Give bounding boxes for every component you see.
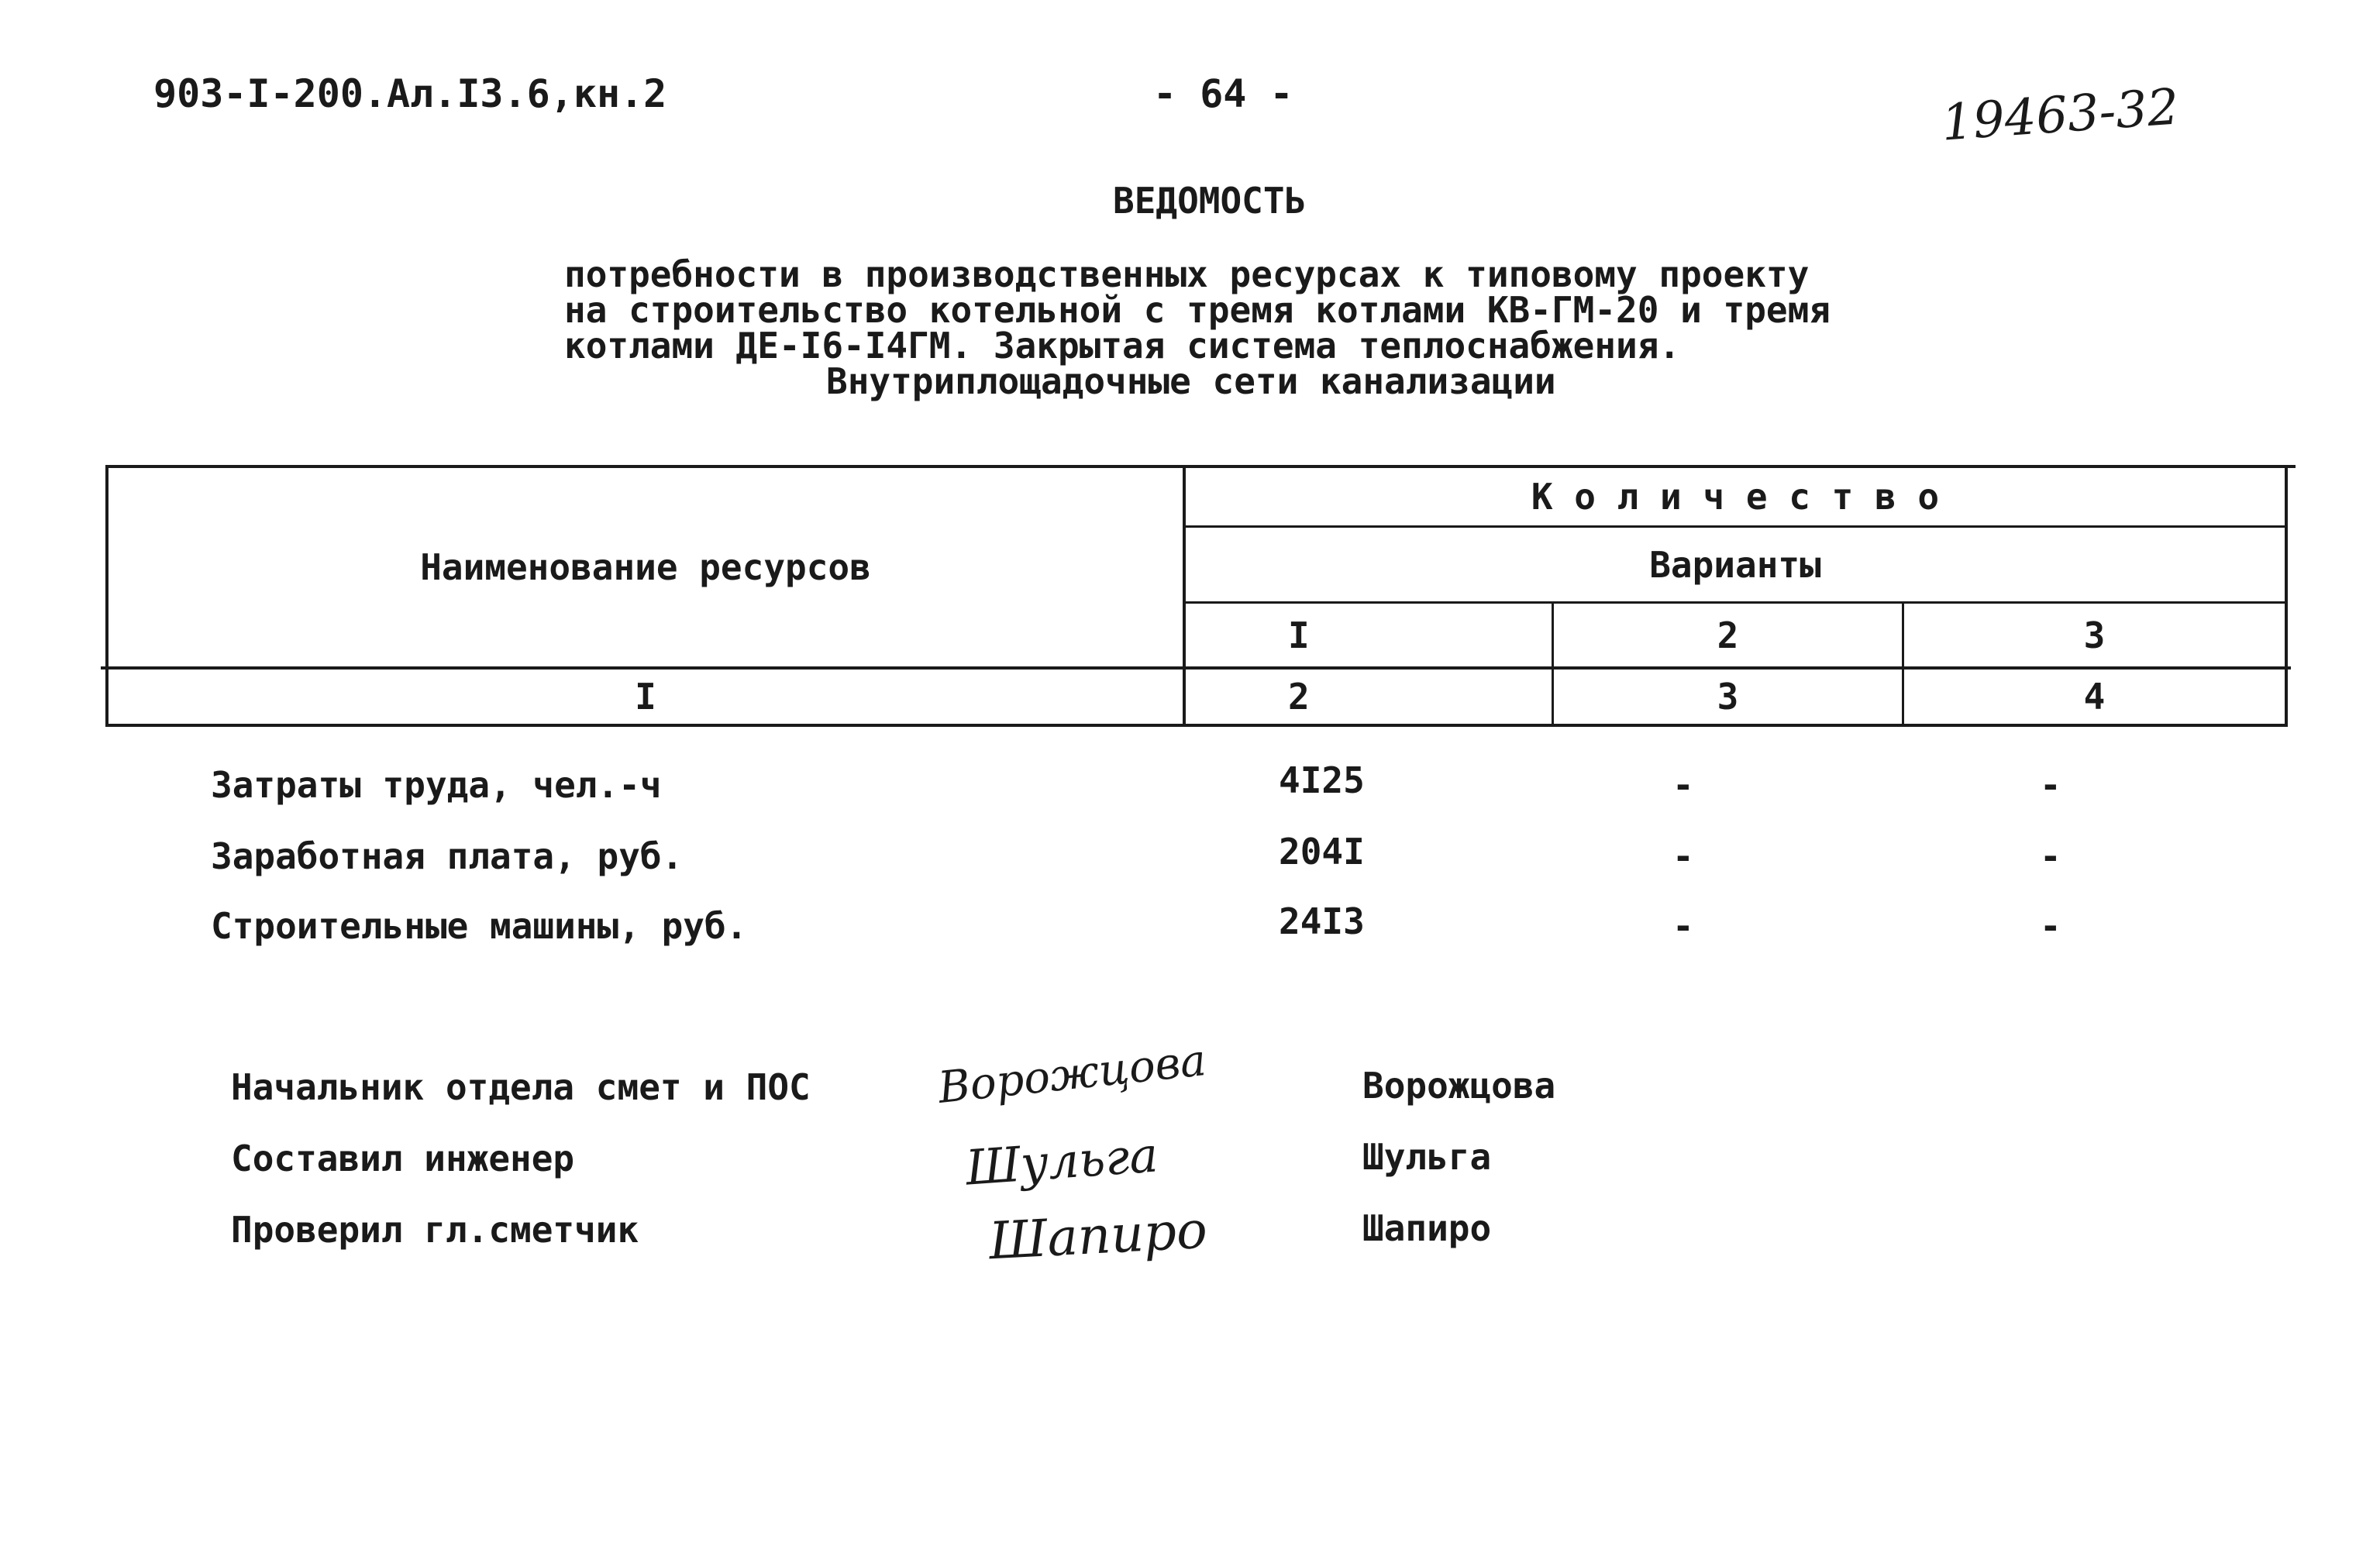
inventory-number: 19463-32	[1939, 78, 2181, 153]
row-value-variant-1: 204I	[1279, 831, 1365, 873]
column-number-3: 3	[1717, 676, 1739, 718]
subtitle-line-2: на строительство котельной с тремя котлами КВ-ГМ-20 и тремя	[564, 289, 1831, 331]
document-code: 903-I-200.Ал.I3.6,кн.2	[153, 71, 667, 116]
page-number: - 64 -	[1153, 71, 1293, 116]
row-name: Строительные машины, руб.	[211, 905, 748, 947]
row-value-variant-3: -	[2040, 835, 2061, 877]
column-number-1: I	[635, 676, 656, 718]
signature-role: Проверил гл.сметчик	[231, 1209, 639, 1251]
quantity-header: К о л и ч е с т в о	[1531, 476, 1940, 518]
variant-number-1: I	[1288, 614, 1310, 656]
column-number-2: 2	[1288, 676, 1310, 718]
signature-role: Начальник отдела смет и ПОС	[231, 1066, 811, 1108]
row-value-variant-2: -	[1672, 905, 1694, 947]
column-number-4: 4	[2083, 676, 2106, 718]
row-value-variant-3: -	[2040, 764, 2061, 806]
row-value-variant-2: -	[1672, 764, 1694, 806]
subtitle-line-3: котлами ДЕ-I6-I4ГМ. Закрытая система теплоснабжения.	[564, 325, 1681, 367]
subtitle-line-4: Внутриплощадочные сети канализации	[826, 360, 1556, 402]
numbers-bottom-border	[105, 724, 2287, 727]
handwritten-signature: Шапиро	[987, 1200, 1209, 1272]
subtitle-line-1: потребности в производственных ресурсах к типовому проекту	[564, 253, 1810, 295]
table-right-border	[2285, 465, 2288, 727]
signer-name: Шапиро	[1362, 1207, 1492, 1249]
variant-number-3: 3	[2083, 614, 2106, 656]
row-value-variant-3: -	[2040, 905, 2061, 947]
handwritten-signature: Ворожцова	[935, 1035, 1209, 1114]
variants-header: Варианты	[1649, 543, 1821, 586]
handwritten-signature: Шульга	[963, 1126, 1160, 1196]
signature-role: Составил инженер	[231, 1138, 575, 1179]
resource-name-header: Наименование ресурсов	[420, 546, 871, 588]
signer-name: Шульга	[1362, 1136, 1492, 1178]
row-value-variant-1: 24I3	[1279, 900, 1365, 942]
signer-name: Ворожцова	[1362, 1065, 1556, 1107]
row-value-variant-1: 4I25	[1279, 759, 1365, 801]
variant-number-2: 2	[1717, 614, 1739, 656]
row-value-variant-2: -	[1672, 835, 1694, 877]
row-name: Заработная плата, руб.	[211, 835, 684, 877]
document-title: ВЕДОМОСТЬ	[1113, 180, 1307, 222]
row-name: Затраты труда, чел.-ч	[211, 764, 662, 806]
